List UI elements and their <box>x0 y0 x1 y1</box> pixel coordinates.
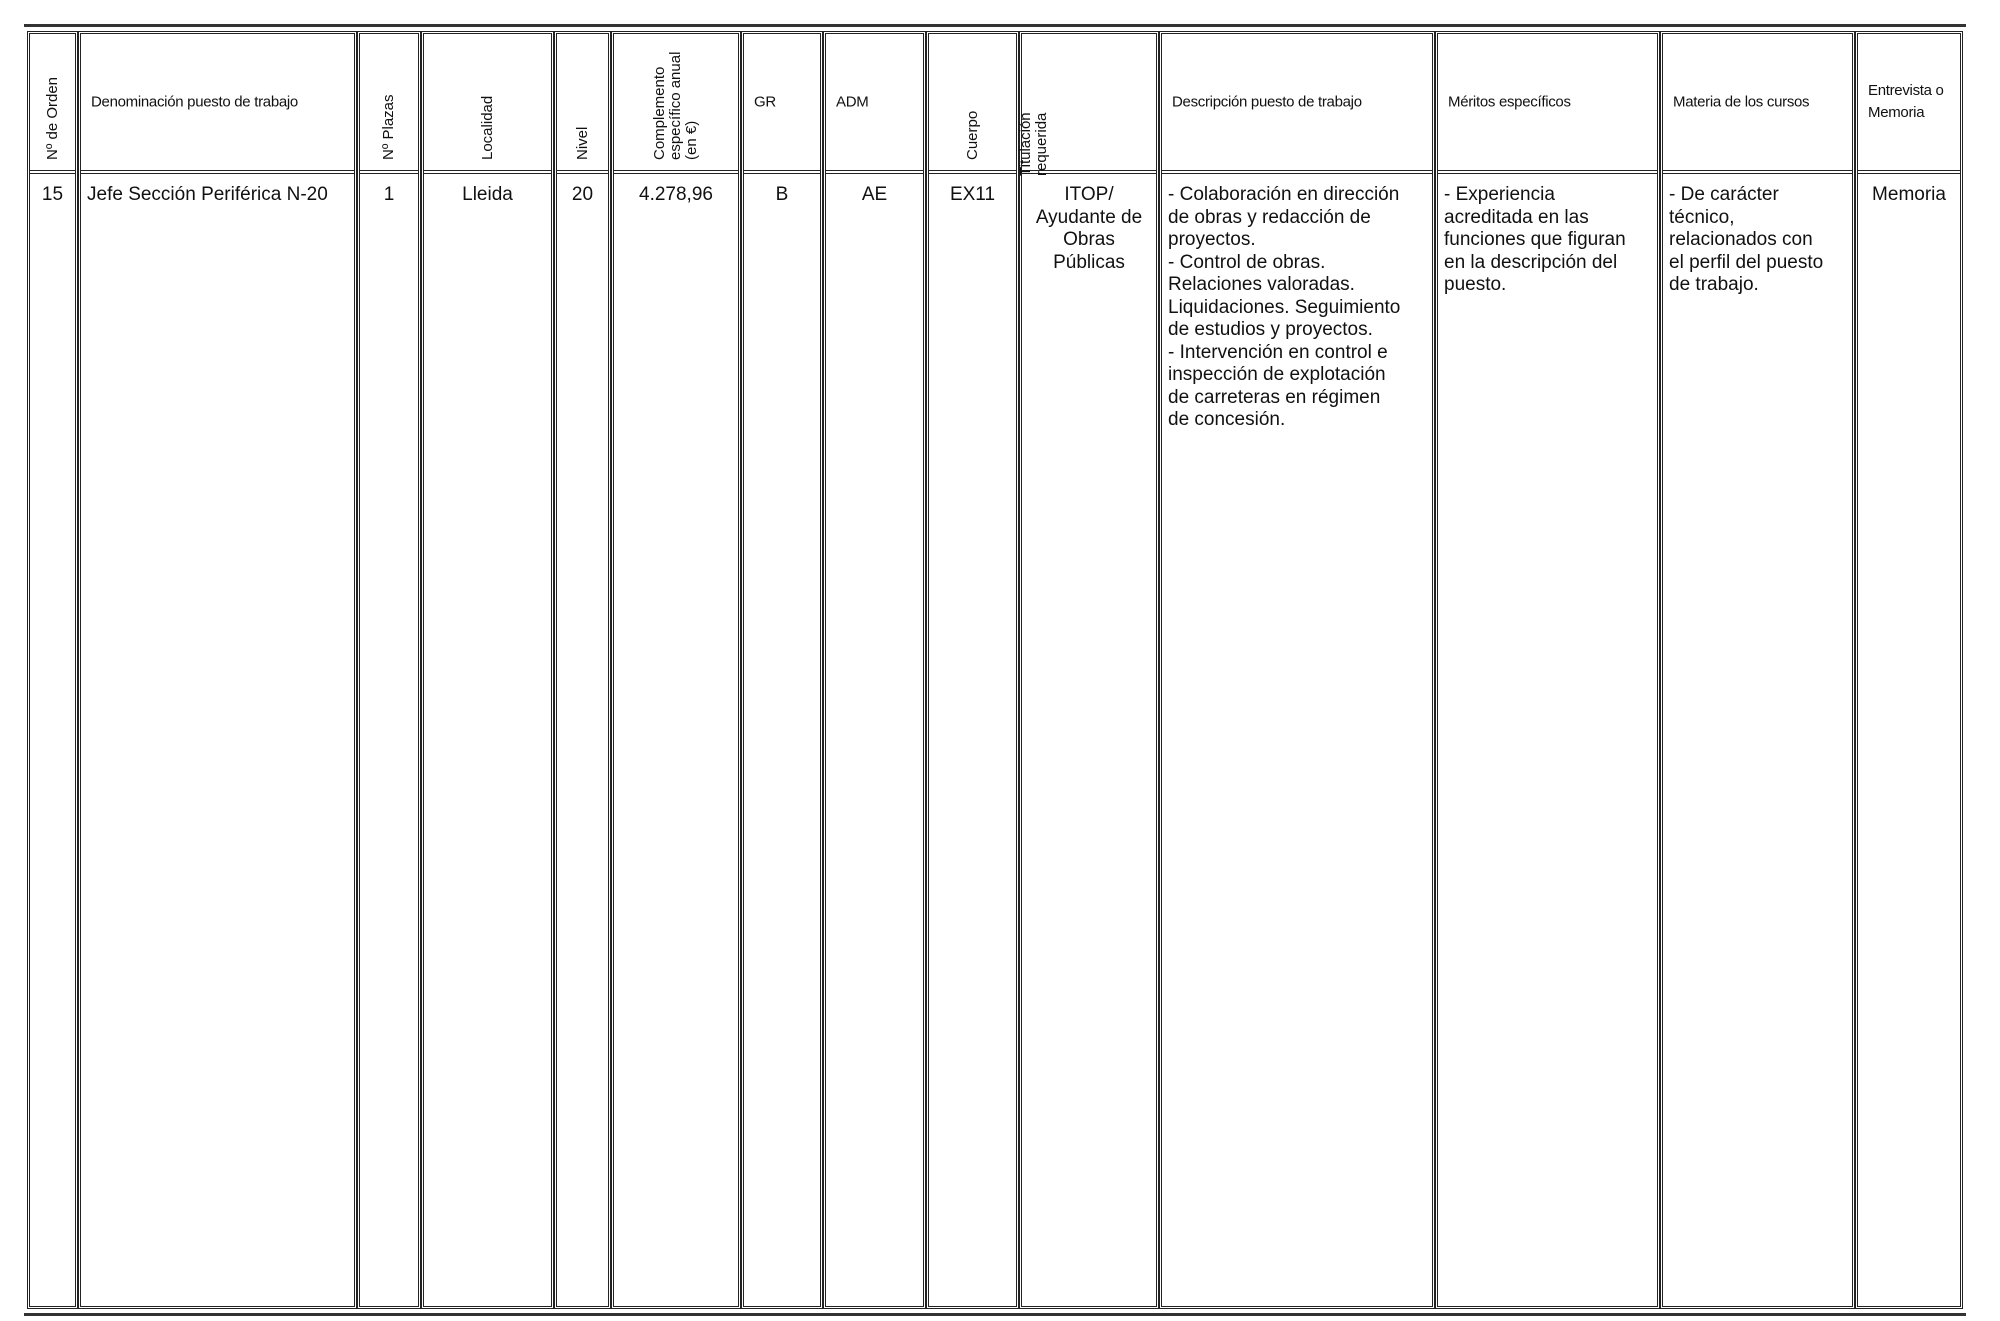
header-complemento: Complemento específico anual (en €) <box>651 51 700 160</box>
header-materia: Materia de los cursos <box>1673 93 1810 111</box>
cell-descripcion: - Colaboración en dirección de obras y redacción de proyectos. - Control de obras. Relaciones valoradas. Liquidaciones. Seguimiento de estudios y proyectos. - Intervención en control e inspección de explotación de carreteras en régimen de concesión. <box>1168 184 1401 430</box>
header-gr: GR <box>754 93 776 111</box>
header-denominacion: Denominación puesto de trabajo <box>91 93 298 111</box>
column-orden <box>27 31 78 1309</box>
cell-titulacion: ITOP/ Ayudante de Obras Públicas <box>1035 184 1143 273</box>
cell-plazas: 1 <box>383 184 395 205</box>
column-localidad <box>421 31 554 1309</box>
cell-gr: B <box>775 184 789 205</box>
cell-orden: 15 <box>41 184 64 205</box>
header-adm: ADM <box>836 93 869 111</box>
header-meritos: Méritos específicos <box>1448 93 1571 111</box>
column-titulacion <box>1019 31 1159 1309</box>
header-titulacion: Titulación requerida <box>1017 112 1050 176</box>
cell-meritos: - Experiencia acreditada en las funciones que figuran en la descripción del puesto. <box>1444 184 1626 295</box>
job-positions-table <box>24 24 1966 1316</box>
header-localidad: Localidad <box>478 95 496 160</box>
column-plazas <box>357 31 421 1309</box>
column-materia <box>1660 31 1855 1309</box>
column-gr <box>741 31 823 1309</box>
header-orden: Nº de Orden <box>43 76 61 160</box>
column-entrevista <box>1855 31 1963 1309</box>
header-entrevista: Entrevista o Memoria <box>1868 82 1944 121</box>
cell-localidad: Lleida <box>462 184 513 205</box>
column-descripcion <box>1159 31 1435 1309</box>
header-descripcion: Descripción puesto de trabajo <box>1172 93 1362 111</box>
column-meritos <box>1435 31 1660 1309</box>
header-nivel: Nivel <box>573 126 591 160</box>
cell-complemento: 4.278,96 <box>639 184 713 205</box>
cell-entrevista: Memoria <box>1872 184 1946 205</box>
cell-cuerpo: EX11 <box>949 184 996 205</box>
column-nivel <box>554 31 611 1309</box>
column-adm <box>823 31 926 1309</box>
column-cuerpo <box>926 31 1019 1309</box>
cell-nivel: 20 <box>571 184 594 205</box>
header-plazas: Nº Plazas <box>380 94 397 160</box>
column-complemento <box>611 31 741 1309</box>
header-cuerpo: Cuerpo <box>963 110 981 160</box>
cell-adm: AE <box>861 184 888 205</box>
cell-materia: - De carácter técnico, relacionados con el perfil del puesto de trabajo. <box>1669 184 1824 295</box>
cell-denominacion: Jefe Sección Periférica N-20 <box>87 184 328 205</box>
column-denominacion <box>78 31 357 1309</box>
